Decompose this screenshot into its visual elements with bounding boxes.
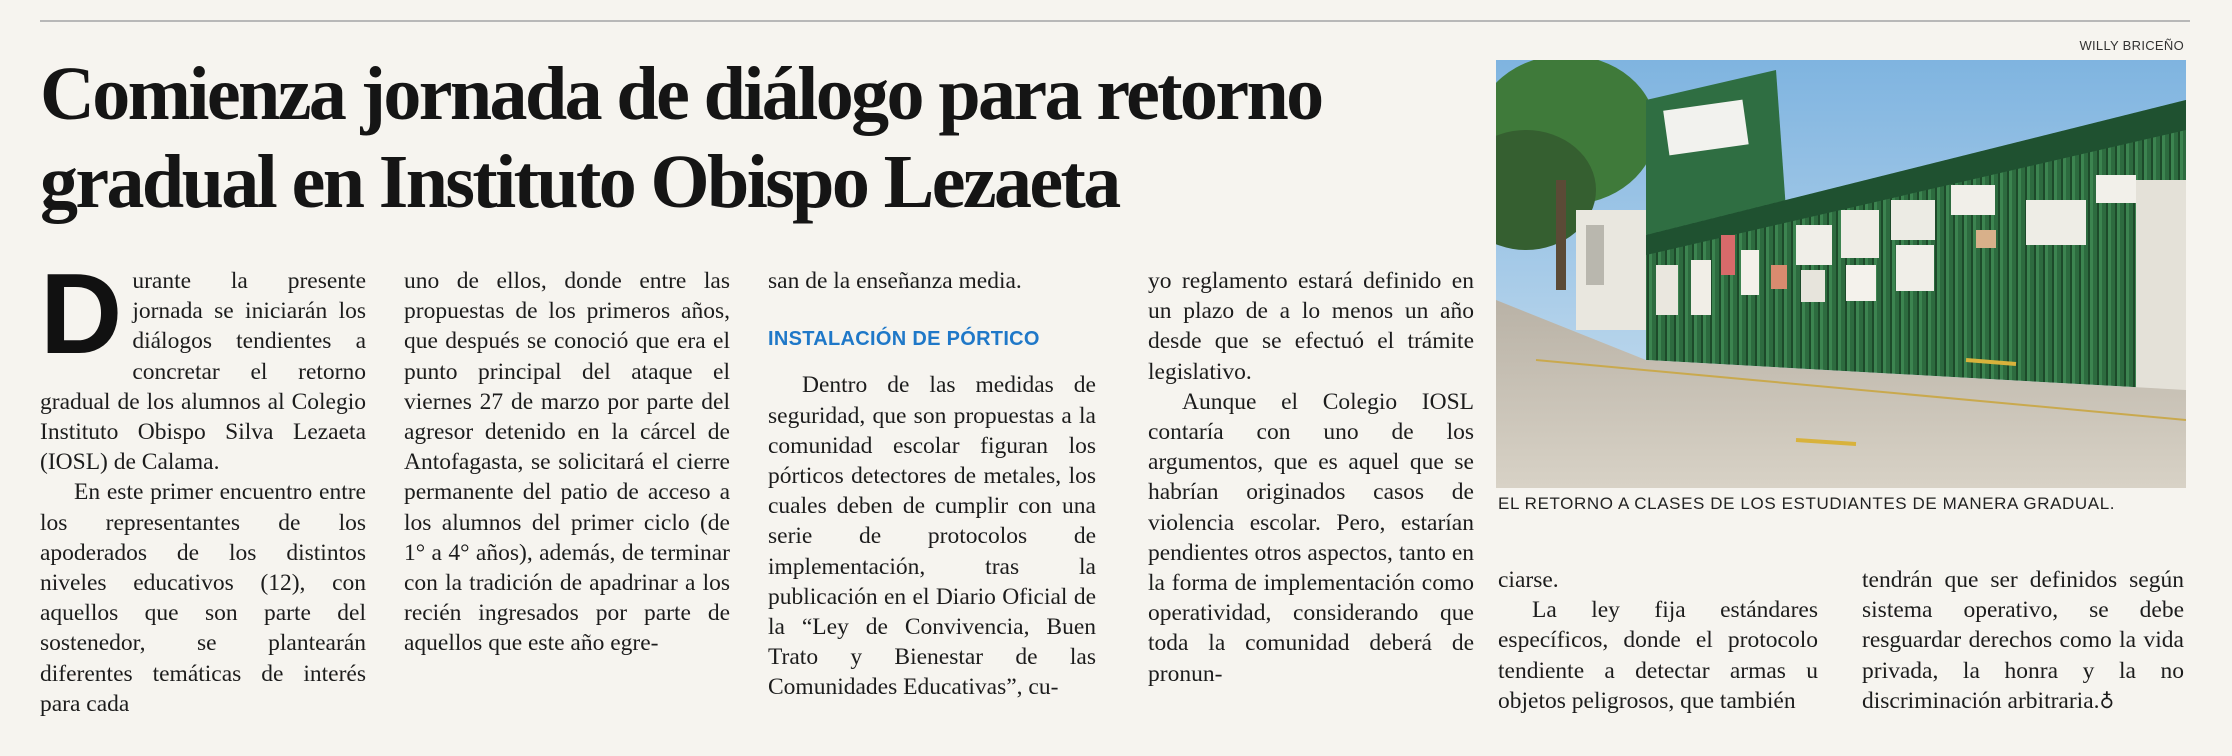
article-column-3 bbox=[768, 266, 1096, 703]
section-subhead: INSTALACIÓN DE PÓRTICO bbox=[768, 328, 1040, 351]
paragraph-8: ciarse. bbox=[1498, 567, 1559, 593]
photo-credit: WILLY BRICEÑO bbox=[2079, 38, 2184, 53]
paragraph-2: En este primer encuentro entre los representantes de los apoderados de los distintos niveles educativos (12), con aquellos que son parte del sostenedor, se plantearán diferentes temáticas de interés para cada bbox=[40, 479, 366, 717]
paragraph-3: uno de ellos, donde entre las propuestas de los primeros años, que después se conoció que era el punto principal del ataque el viernes 27 de marzo por parte del agresor detenido en la cárcel de Antofagasta, se solicitará el cierre permanente del patio de acceso a los alumnos del primer ciclo (de 1° a 4° años), además, de terminar con la tradición de apadrinar a los recién ingresados por parte de aquellos que este año egre- bbox=[404, 268, 730, 657]
drop-cap: D bbox=[40, 251, 123, 378]
paragraph-10-text: tendrán que ser definidos según sistema operativo, se debe resguardar derechos como la vida privada, la honra y la no discriminación arbitraria. bbox=[1862, 567, 2184, 714]
end-mark-icon: ♁ bbox=[2099, 688, 2115, 713]
article-column-2 bbox=[404, 266, 730, 659]
paragraph-1: urante la presente jornada se iniciarán los diálogos tendientes a concretar el retorno gradual de los alumnos al Colegio Instituto Obispo Silva Lezaeta (IOSL) de Calama. bbox=[40, 268, 366, 476]
paragraph-7: Aunque el Colegio IOSL contaría con uno de los argumentos, que es aquel que se habrían originados casos de violencia escolar. Pero, estarían pendientes otros aspectos, tanto en la forma de implementación como operatividad, considerando que toda la comunidad deberá de pronun- bbox=[1148, 388, 1474, 687]
article-photo bbox=[1496, 60, 2186, 488]
paragraph-10 bbox=[1862, 565, 2184, 716]
headline-line-1: Comienza jornada de diálogo para retorno bbox=[40, 52, 1322, 136]
paragraph-6: yo reglamento estará definido en un plazo de a lo menos un año desde que se efectuó el trámite legislativo. bbox=[1148, 268, 1474, 385]
paragraph-9: La ley fija estándares específicos, donde el protocolo tendiente a detectar armas u objetos peligrosos, que también bbox=[1498, 597, 1818, 714]
article-column-6 bbox=[1862, 565, 2184, 716]
photo-caption: EL RETORNO A CLASES DE LOS ESTUDIANTES DE MANERA GRADUAL. bbox=[1498, 494, 2116, 513]
headline bbox=[40, 50, 1480, 226]
paragraph-4: san de la enseñanza media. bbox=[768, 268, 1022, 294]
article-column-4 bbox=[1148, 266, 1474, 689]
paragraph-5: Dentro de las medidas de seguridad, que son propuestas a la comunidad escolar figuran los pórticos detectores de metales, los cuales deben de cumplir con una serie de protocolos de implementación, tras la publicación en el Diario Oficial de la “Ley de Convivencia, Buen Trato y Bienestar de las Comunidades Educativas”, cu- bbox=[768, 372, 1096, 701]
article-column-5 bbox=[1498, 565, 1818, 716]
article-column-1 bbox=[40, 251, 366, 719]
top-rule bbox=[40, 20, 2190, 22]
headline-line-2: gradual en Instituto Obispo Lezaeta bbox=[40, 140, 1119, 224]
